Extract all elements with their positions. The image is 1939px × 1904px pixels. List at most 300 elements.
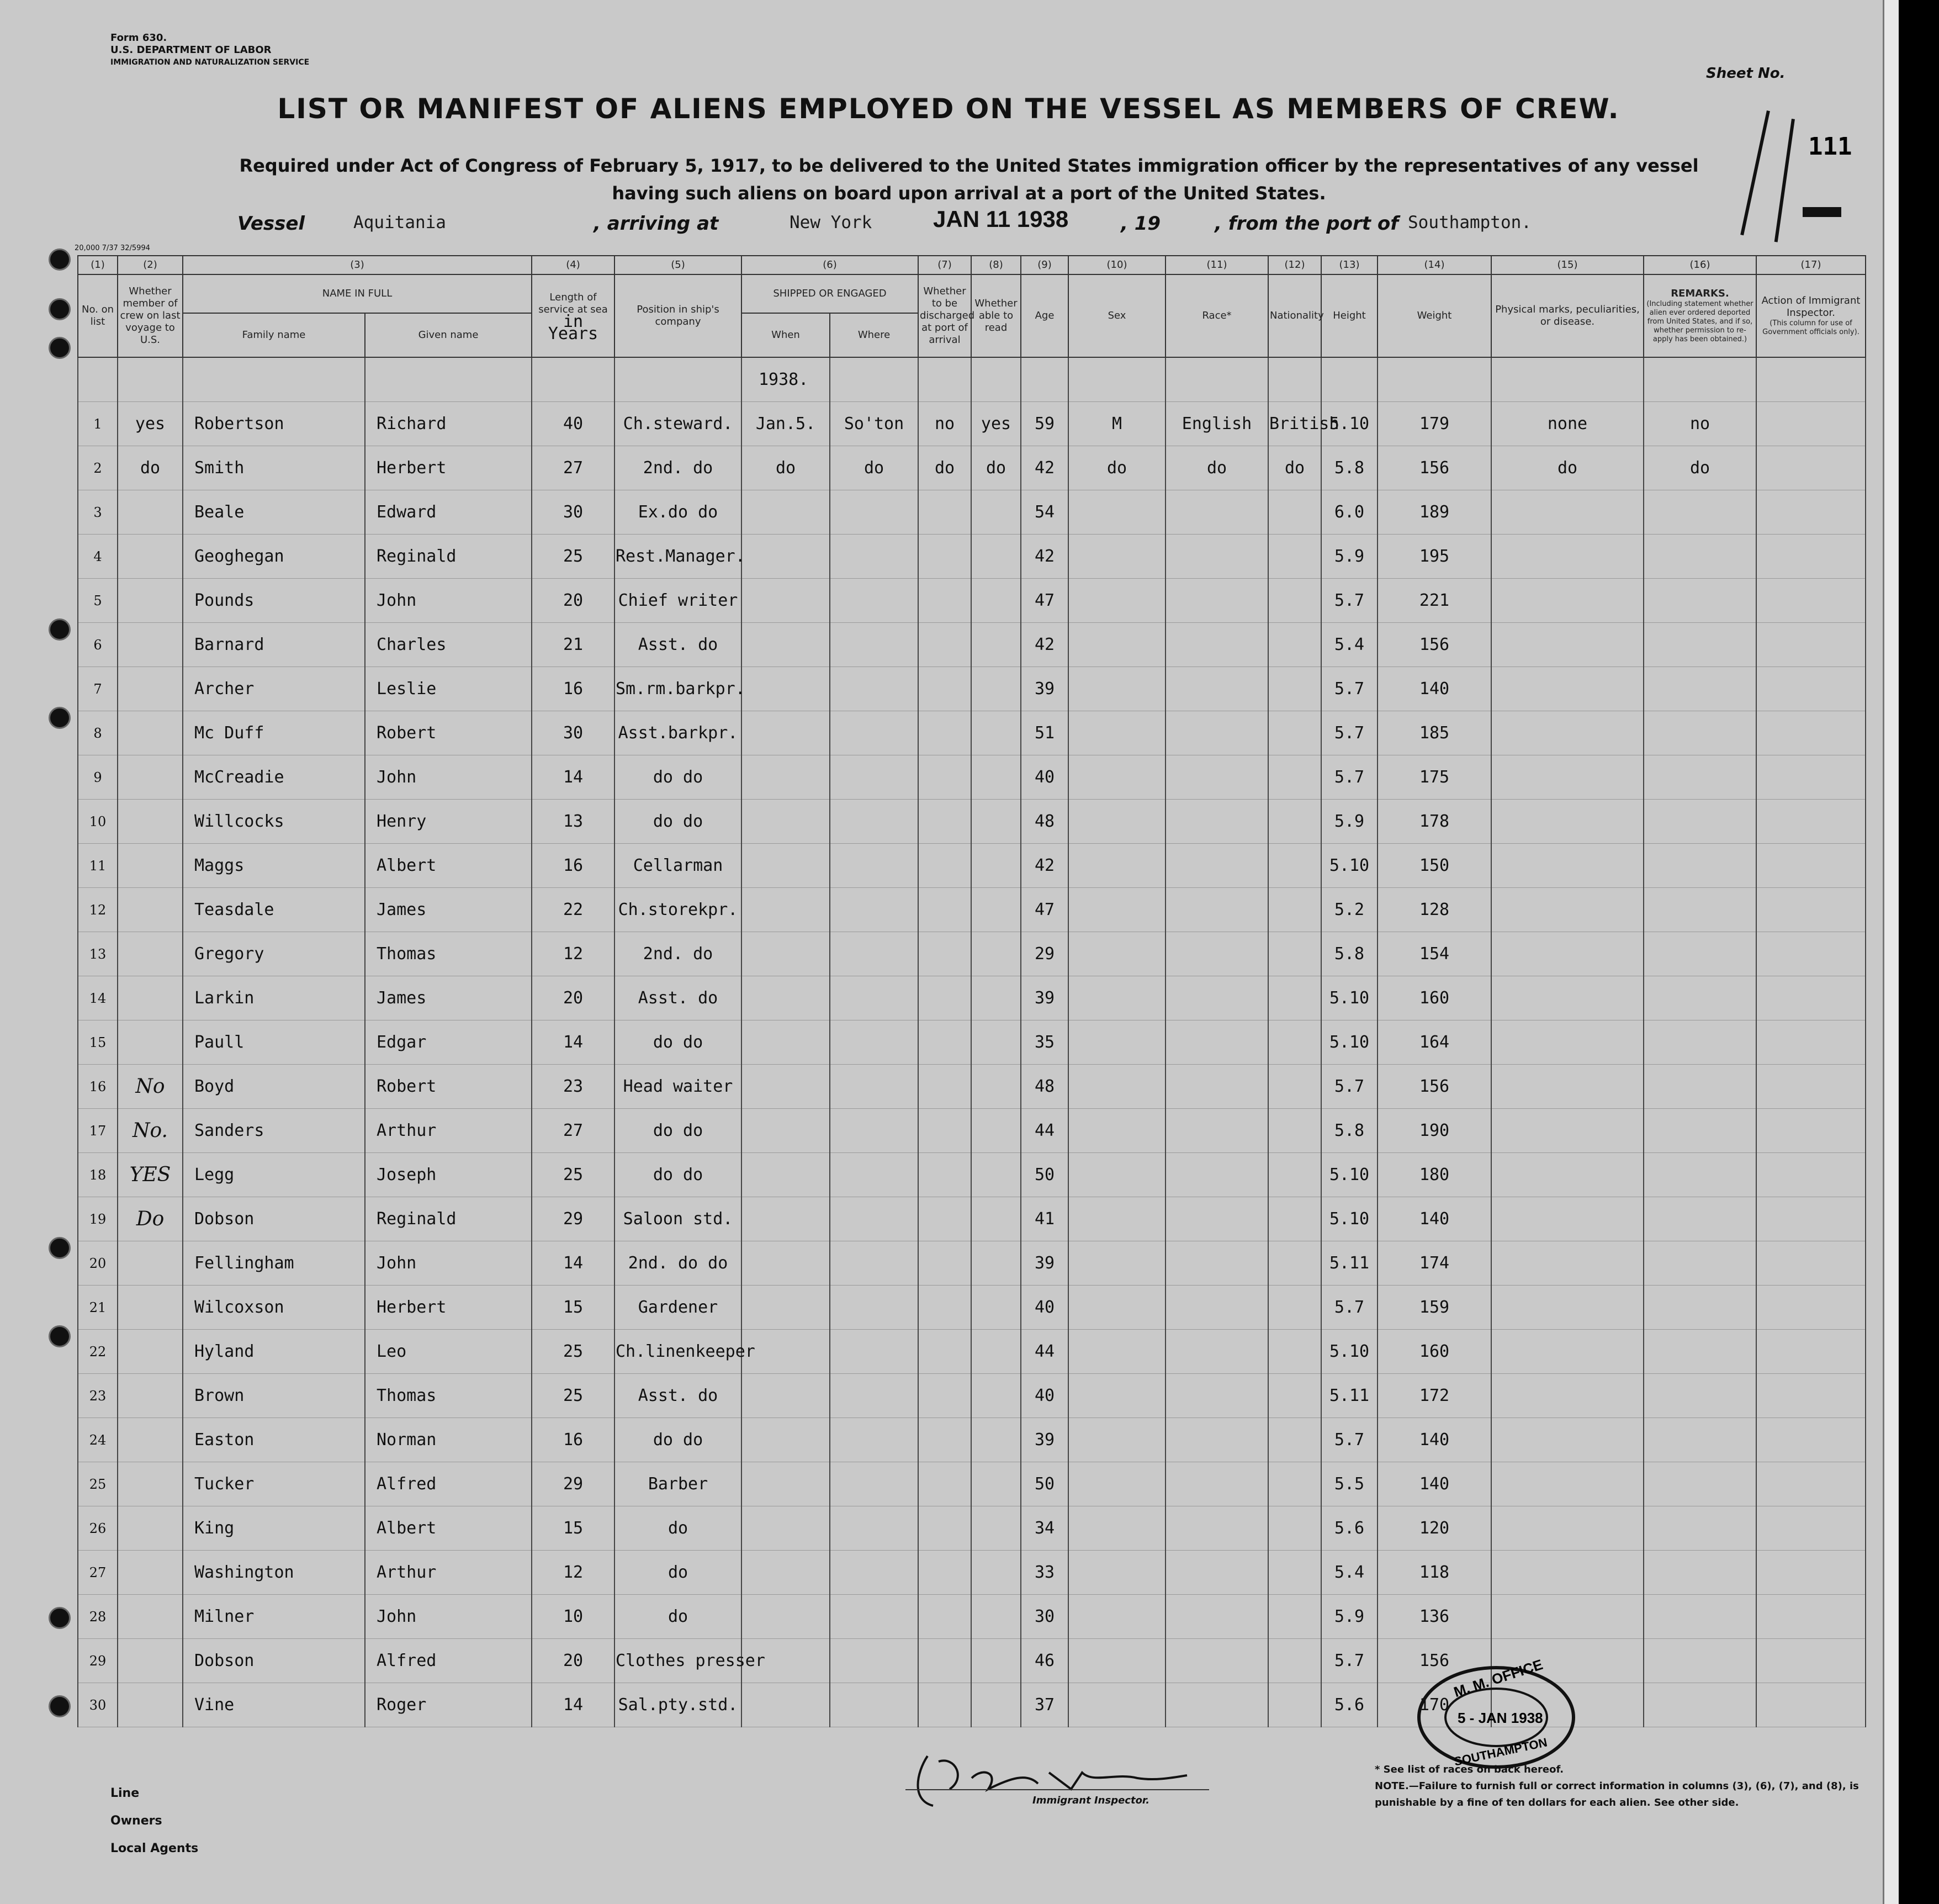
- row-number: 26: [78, 1506, 118, 1551]
- shipped-when: [741, 1065, 830, 1109]
- physical-marks: [1491, 755, 1644, 800]
- height: 5.10: [1321, 844, 1378, 888]
- action: [1756, 579, 1866, 623]
- age: 40: [1021, 755, 1068, 800]
- year-value: 1938.: [741, 357, 830, 402]
- weight: 185: [1378, 711, 1491, 755]
- able-to-read: [971, 1374, 1021, 1418]
- race: [1165, 1153, 1268, 1197]
- weight: 140: [1378, 1197, 1491, 1241]
- discharged: [918, 535, 971, 579]
- shipped-when: [741, 1153, 830, 1197]
- nationality: do: [1268, 446, 1321, 490]
- age: 46: [1021, 1639, 1068, 1683]
- shipped-when: [741, 711, 830, 755]
- family-name: Barnard: [183, 623, 365, 667]
- weight: 150: [1378, 844, 1491, 888]
- last-voyage: [118, 623, 183, 667]
- sex: [1068, 490, 1165, 535]
- service-years: 10: [532, 1595, 614, 1639]
- given-name: Alfred: [365, 1462, 532, 1506]
- handwritten-number: 111: [1808, 133, 1852, 161]
- row-number: 19: [78, 1197, 118, 1241]
- last-voyage: [118, 888, 183, 932]
- position: Saloon std.: [614, 1197, 741, 1241]
- given-name: Richard: [365, 402, 532, 446]
- sex: [1068, 1418, 1165, 1462]
- position: do do: [614, 755, 741, 800]
- row-number: 8: [78, 711, 118, 755]
- col-num-5: (5): [614, 256, 741, 274]
- age: 42: [1021, 844, 1068, 888]
- last-voyage: [118, 1418, 183, 1462]
- service-years: 40: [532, 402, 614, 446]
- able-to-read: [971, 1506, 1021, 1551]
- shipped-when: do: [741, 446, 830, 490]
- family-name: Robertson: [183, 402, 365, 446]
- table-row: [78, 1683, 1866, 1727]
- able-to-read: [971, 490, 1021, 535]
- family-name: Washington: [183, 1551, 365, 1595]
- age: 44: [1021, 1330, 1068, 1374]
- shipped-where: [830, 1020, 918, 1065]
- position: Ch.linenkeeper: [614, 1330, 741, 1374]
- table-row: [78, 1506, 1866, 1551]
- able-to-read: [971, 976, 1021, 1020]
- race: [1165, 976, 1268, 1020]
- action: [1756, 1109, 1866, 1153]
- height: 5.9: [1321, 535, 1378, 579]
- age: 42: [1021, 623, 1068, 667]
- discharged: [918, 1286, 971, 1330]
- col-num-7: (7): [918, 256, 971, 274]
- remarks: [1644, 844, 1756, 888]
- row-number: 21: [78, 1286, 118, 1330]
- physical-marks: [1491, 1551, 1644, 1595]
- sex: [1068, 1595, 1165, 1639]
- action: [1756, 1462, 1866, 1506]
- remarks: [1644, 1153, 1756, 1197]
- remarks: no: [1644, 402, 1756, 446]
- given-name: Reginald: [365, 535, 532, 579]
- remarks: [1644, 1197, 1756, 1241]
- remarks: [1644, 1241, 1756, 1286]
- family-name: Mc Duff: [183, 711, 365, 755]
- remarks: [1644, 1286, 1756, 1330]
- able-to-read: do: [971, 446, 1021, 490]
- service-years: 21: [532, 623, 614, 667]
- remarks: [1644, 1374, 1756, 1418]
- given-name: Herbert: [365, 1286, 532, 1330]
- race: [1165, 1197, 1268, 1241]
- action: [1756, 535, 1866, 579]
- weight: 154: [1378, 932, 1491, 976]
- able-to-read: [971, 711, 1021, 755]
- remarks: [1644, 1065, 1756, 1109]
- family-name: Brown: [183, 1374, 365, 1418]
- table-row: [78, 667, 1866, 711]
- service-years: 13: [532, 800, 614, 844]
- physical-marks: do: [1491, 446, 1644, 490]
- given-name: James: [365, 888, 532, 932]
- action: [1756, 1418, 1866, 1462]
- header-remarks: [1644, 274, 1756, 357]
- shipped-where: [830, 1683, 918, 1727]
- age: 48: [1021, 1065, 1068, 1109]
- row-number: 14: [78, 976, 118, 1020]
- stamp-date: 5 - JAN 1938: [1458, 1710, 1543, 1726]
- weight: 175: [1378, 755, 1491, 800]
- row-number: 6: [78, 623, 118, 667]
- row-number: 7: [78, 667, 118, 711]
- row-number: 30: [78, 1683, 118, 1727]
- able-to-read: [971, 1153, 1021, 1197]
- race: [1165, 1551, 1268, 1595]
- physical-marks: [1491, 800, 1644, 844]
- physical-marks: [1491, 1065, 1644, 1109]
- able-to-read: [971, 1683, 1021, 1727]
- races-note: * See list of races on back hereof.: [1375, 1764, 1564, 1775]
- action: [1756, 1330, 1866, 1374]
- row-number: 23: [78, 1374, 118, 1418]
- action: [1756, 402, 1866, 446]
- able-to-read: [971, 1241, 1021, 1286]
- remarks: [1644, 711, 1756, 755]
- arriving-value: New York: [790, 213, 872, 232]
- row-number: 4: [78, 535, 118, 579]
- last-voyage: do: [118, 446, 183, 490]
- age: 39: [1021, 667, 1068, 711]
- form-header: [110, 32, 309, 68]
- physical-marks: [1491, 1153, 1644, 1197]
- action: [1756, 932, 1866, 976]
- given-name: Charles: [365, 623, 532, 667]
- remarks: [1644, 1330, 1756, 1374]
- header-weight: Weight: [1378, 274, 1491, 357]
- header-age: Age: [1021, 274, 1068, 357]
- remarks-sub: (Including statement whether alien ever ordered deported from United States, and if so, whether permission to re-apply has been obtained.): [1646, 300, 1753, 343]
- action: [1756, 1197, 1866, 1241]
- col-num-9: (9): [1021, 256, 1068, 274]
- action: [1756, 1020, 1866, 1065]
- row-number: 12: [78, 888, 118, 932]
- header-when: When: [741, 313, 830, 357]
- sex: [1068, 1286, 1165, 1330]
- given-name: Leslie: [365, 667, 532, 711]
- sex: [1068, 535, 1165, 579]
- age: 59: [1021, 402, 1068, 446]
- table-row: [78, 1153, 1866, 1197]
- physical-marks: [1491, 667, 1644, 711]
- able-to-read: [971, 932, 1021, 976]
- action: [1756, 1153, 1866, 1197]
- date-stamp: JAN 11 1938: [933, 206, 1069, 232]
- remarks: [1644, 535, 1756, 579]
- shipped-when: [741, 1286, 830, 1330]
- nationality: [1268, 711, 1321, 755]
- handwritten-slash: [1774, 119, 1795, 242]
- remarks-title: REMARKS.: [1671, 288, 1729, 299]
- service-years: 16: [532, 844, 614, 888]
- discharged: [918, 623, 971, 667]
- action: [1756, 1551, 1866, 1595]
- table-row: [78, 1551, 1866, 1595]
- row-number: 10: [78, 800, 118, 844]
- table-row: [78, 1595, 1866, 1639]
- header-physical: Physical marks, peculiarities, or disease.: [1491, 274, 1644, 357]
- service: IMMIGRATION AND NATURALIZATION SERVICE: [110, 58, 310, 67]
- position: do: [614, 1551, 741, 1595]
- shipped-where: [830, 1197, 918, 1241]
- race: [1165, 1639, 1268, 1683]
- position: Cellarman: [614, 844, 741, 888]
- position: 2nd. do: [614, 446, 741, 490]
- family-name: Teasdale: [183, 888, 365, 932]
- height: 5.8: [1321, 446, 1378, 490]
- action: [1756, 446, 1866, 490]
- table-row: [78, 446, 1866, 490]
- race: [1165, 1462, 1268, 1506]
- service-years: 15: [532, 1506, 614, 1551]
- table-row: [78, 844, 1866, 888]
- sex: [1068, 888, 1165, 932]
- sex: [1068, 1551, 1165, 1595]
- nationality: [1268, 755, 1321, 800]
- col-num-17: (17): [1756, 256, 1866, 274]
- shipped-where: [830, 1065, 918, 1109]
- col-num-14: (14): [1378, 256, 1491, 274]
- able-to-read: [971, 1197, 1021, 1241]
- age: 29: [1021, 932, 1068, 976]
- family-name: Paull: [183, 1020, 365, 1065]
- family-name: Archer: [183, 667, 365, 711]
- weight: 156: [1378, 1065, 1491, 1109]
- position: Ex.do do: [614, 490, 741, 535]
- last-voyage: [118, 1374, 183, 1418]
- discharged: [918, 1065, 971, 1109]
- shipped-where: [830, 1595, 918, 1639]
- position: Clothes presser: [614, 1639, 741, 1683]
- height: 6.0: [1321, 490, 1378, 535]
- handwritten-slash: [1740, 110, 1770, 235]
- height: 5.10: [1321, 402, 1378, 446]
- age: 39: [1021, 976, 1068, 1020]
- height: 5.5: [1321, 1462, 1378, 1506]
- crew-table: [77, 255, 1866, 1727]
- shipped-where: [830, 800, 918, 844]
- header-action: [1756, 274, 1866, 357]
- shipped-where: [830, 711, 918, 755]
- stamp-top: M. M. OFFICE: [1451, 1656, 1545, 1701]
- position: Barber: [614, 1462, 741, 1506]
- table-row: [78, 579, 1866, 623]
- race: [1165, 1506, 1268, 1551]
- position: Gardener: [614, 1286, 741, 1330]
- height: 5.9: [1321, 1595, 1378, 1639]
- service-years: 14: [532, 1020, 614, 1065]
- table-row: [78, 1109, 1866, 1153]
- header-position: Position in ship's company: [614, 274, 741, 357]
- given-name: Edgar: [365, 1020, 532, 1065]
- weight: 128: [1378, 888, 1491, 932]
- last-voyage: Do: [118, 1197, 183, 1241]
- remarks: [1644, 1462, 1756, 1506]
- position: Ch.storekpr.: [614, 888, 741, 932]
- table-row: [78, 535, 1866, 579]
- row-number: 2: [78, 446, 118, 490]
- inspector-signature: [905, 1739, 1193, 1822]
- col-num-11: (11): [1165, 256, 1268, 274]
- length-service-hw: in Years: [548, 312, 598, 343]
- sex: [1068, 800, 1165, 844]
- col-num-10: (10): [1068, 256, 1165, 274]
- weight: 160: [1378, 1330, 1491, 1374]
- col-num-8: (8): [971, 256, 1021, 274]
- family-name: Beale: [183, 490, 365, 535]
- age: 54: [1021, 490, 1068, 535]
- height: 5.8: [1321, 932, 1378, 976]
- weight: 174: [1378, 1241, 1491, 1286]
- footer-owners: Owners: [110, 1814, 162, 1828]
- shipped-when: Jan.5.: [741, 402, 830, 446]
- race: do: [1165, 446, 1268, 490]
- age: 35: [1021, 1020, 1068, 1065]
- race: [1165, 1065, 1268, 1109]
- weight: 160: [1378, 976, 1491, 1020]
- family-name: Maggs: [183, 844, 365, 888]
- header-length-service: [532, 274, 614, 357]
- binder-hole: [49, 1607, 71, 1629]
- row-number: 16: [78, 1065, 118, 1109]
- service-years: 16: [532, 667, 614, 711]
- table-row: [78, 932, 1866, 976]
- remarks: [1644, 976, 1756, 1020]
- given-name: Robert: [365, 711, 532, 755]
- shipped-where: [830, 755, 918, 800]
- service-years: 27: [532, 1109, 614, 1153]
- col-num-16: (16): [1644, 256, 1756, 274]
- shipped-when: [741, 800, 830, 844]
- row-number: 1: [78, 402, 118, 446]
- service-years: 25: [532, 1153, 614, 1197]
- action: [1756, 711, 1866, 755]
- height: 5.11: [1321, 1241, 1378, 1286]
- service-years: 23: [532, 1065, 614, 1109]
- shipped-where: [830, 888, 918, 932]
- header-height: Height: [1321, 274, 1378, 357]
- nationality: [1268, 1462, 1321, 1506]
- row-number: 28: [78, 1595, 118, 1639]
- position: Chief writer: [614, 579, 741, 623]
- action: [1756, 755, 1866, 800]
- family-name: Wilcoxson: [183, 1286, 365, 1330]
- nationality: [1268, 1683, 1321, 1727]
- family-name: King: [183, 1506, 365, 1551]
- sex: [1068, 667, 1165, 711]
- sex: [1068, 976, 1165, 1020]
- last-voyage: [118, 1595, 183, 1639]
- height: 5.10: [1321, 1153, 1378, 1197]
- physical-marks: [1491, 1330, 1644, 1374]
- last-voyage: [118, 1330, 183, 1374]
- sex: [1068, 1153, 1165, 1197]
- last-voyage: [118, 976, 183, 1020]
- table-row: [78, 800, 1866, 844]
- shipped-when: [741, 1374, 830, 1418]
- physical-marks: [1491, 535, 1644, 579]
- nationality: [1268, 623, 1321, 667]
- height: 5.4: [1321, 623, 1378, 667]
- discharged: [918, 932, 971, 976]
- family-name: Sanders: [183, 1109, 365, 1153]
- weight: 178: [1378, 800, 1491, 844]
- year-label: , 19: [1121, 213, 1161, 235]
- sex: [1068, 579, 1165, 623]
- weight: 195: [1378, 535, 1491, 579]
- header-family-name: Family name: [183, 313, 365, 357]
- given-name: John: [365, 1595, 532, 1639]
- able-to-read: [971, 1330, 1021, 1374]
- able-to-read: [971, 1595, 1021, 1639]
- discharged: [918, 844, 971, 888]
- action: [1756, 844, 1866, 888]
- sex: do: [1068, 446, 1165, 490]
- sex: [1068, 1683, 1165, 1727]
- position: Asst. do: [614, 976, 741, 1020]
- last-voyage: [118, 535, 183, 579]
- race: [1165, 1241, 1268, 1286]
- last-voyage: [118, 1506, 183, 1551]
- row-number: 9: [78, 755, 118, 800]
- physical-marks: [1491, 623, 1644, 667]
- nationality: [1268, 535, 1321, 579]
- nationality: [1268, 1595, 1321, 1639]
- action: [1756, 1374, 1866, 1418]
- able-to-read: [971, 844, 1021, 888]
- table-row: [78, 1462, 1866, 1506]
- physical-marks: [1491, 1595, 1644, 1639]
- discharged: [918, 888, 971, 932]
- service-years: 29: [532, 1462, 614, 1506]
- age: 47: [1021, 888, 1068, 932]
- remarks: [1644, 1020, 1756, 1065]
- family-name: Milner: [183, 1595, 365, 1639]
- binder-hole: [49, 618, 71, 641]
- able-to-read: [971, 579, 1021, 623]
- service-years: 30: [532, 711, 614, 755]
- department: U.S. DEPARTMENT OF LABOR: [110, 44, 272, 56]
- last-voyage: [118, 579, 183, 623]
- row-number: 29: [78, 1639, 118, 1683]
- col-num-1: (1): [78, 256, 118, 274]
- weight: 172: [1378, 1374, 1491, 1418]
- position: Asst. do: [614, 623, 741, 667]
- discharged: [918, 1462, 971, 1506]
- age: 39: [1021, 1241, 1068, 1286]
- height: 5.6: [1321, 1506, 1378, 1551]
- shipped-where: [830, 1639, 918, 1683]
- nationality: [1268, 888, 1321, 932]
- age: 47: [1021, 579, 1068, 623]
- shipped-when: [741, 579, 830, 623]
- row-number: 25: [78, 1462, 118, 1506]
- shipped-when: [741, 667, 830, 711]
- action: [1756, 1241, 1866, 1286]
- discharged: [918, 1374, 971, 1418]
- shipped-where: [830, 667, 918, 711]
- race: English: [1165, 402, 1268, 446]
- sex: [1068, 1065, 1165, 1109]
